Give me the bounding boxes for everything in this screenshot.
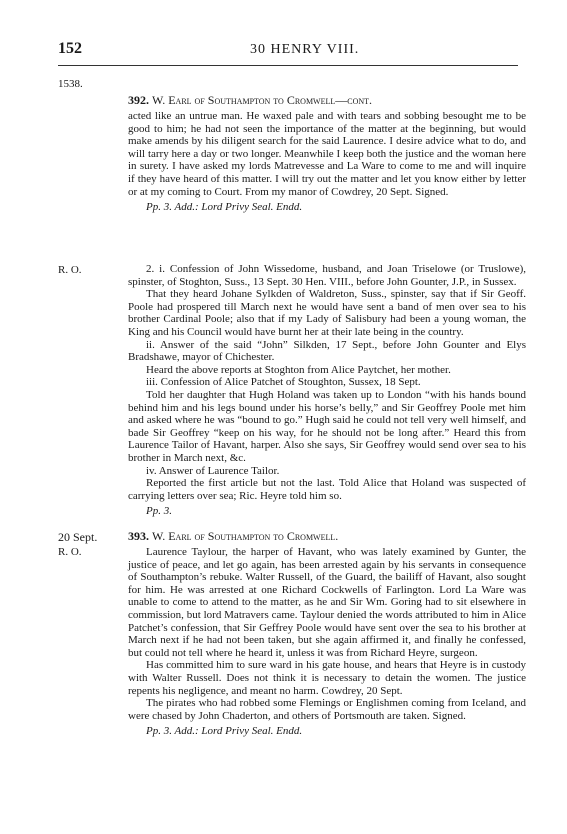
entry-392-para-5: Heard the above reports at Stoghton from Alice Paytchet, her mother. [146, 363, 451, 376]
entry-393-para-2: Has committed him to sure ward in his gate house, and hears that Heyre is in custody with Walter Russell. Does not think it is necessary to detain the women. The justice repents his negligence, and meant no harm. Cowdrey, 20 Sept. [128, 659, 526, 697]
page-header [0, 22, 567, 57]
entry-392-para-2: 2. i. Confession of John Wissedome, husband, and Joan Triselowe (or Truslowe), spinster, of Stoghton, Suss., 13 Sept. 30 Hen. VIII., before John Gounter, J.P., in Sussex. [128, 263, 526, 288]
entry-392-para-4: ii. Answer of the said “John” Silkden, 17 Sept., before John Gounter and Elys Bradshawe, mayor of Chichester. [128, 338, 526, 364]
entry-393-para-3: The pirates who had robbed some Flemings or Englishmen coming from Iceland, and were chased by John Chaderton, and others of Portsmouth are taken. Signed. [128, 697, 526, 722]
margin-ro-2: R. O. [58, 546, 82, 558]
page-number: 152 [58, 40, 82, 57]
entry-392-foot-2: Pp. 3. [146, 505, 172, 518]
entry-392-foot-1: Pp. 3. Add.: Lord Privy Seal. Endd. [146, 201, 303, 214]
entry-392-para-1: acted like an untrue man. He waxed pale and with tears and sobbing besought me to be good to him; he had not seen the importance of the matter at the beginning, but would make amends by his diligent search for the said Laurence. I desire advice what to do, and will tarry here a day or two longer. Meanwhile I keep both the justice and the woman here in surety. I have asked my lords Matrevesse and La Ware to come to me and will inquire if they have heard of this matter. I will try out the matter and let you know either by letter or at my coming to Court. From my manor of Cowdrey, 20 Sept. Signed. [128, 110, 526, 198]
entry-392-para-3: That they heard Johane Sylkden of Waldreton, Suss., spinster, say that if Sir Geoff. Poole had prospered till March next he would have sent a band of men over sea to his brother Cardinal Poole; also that if my Lady of Salisbury had been a young woman, the King and his Council would have burnt her at their late being in the country. [128, 288, 526, 338]
entry-393-heading [128, 528, 526, 544]
entry-392-number: 392. [128, 93, 149, 107]
entry-393 [128, 528, 526, 738]
entry-392-para-7: Told her daughter that Hugh Holand was taken up to London “with his hands bound behind him and his legs bound under his horse’s belly,” and Sir Geoffrey Poole met him and asked where he was “bound to go.” Hugh said he could not tell very well himself, and bade Sir Geoffrey “keep on his way, for he should not be long after.” Heard this from Laurence Tailor of Havant, harper. Also she says, Sir Geoffrey would send over sea to his brother in March next, &c. [128, 388, 526, 464]
header-rule [58, 65, 518, 66]
margin-year: 1538. [58, 78, 83, 90]
entry-392-para-9: Reported the first article but not the last. Told Alice that Holand was suspected of carrying letters over sea; Ric. Heyre told him so. [128, 477, 526, 502]
running-title: 30 HENRY VIII. [250, 42, 360, 57]
entry-393-para-1: Laurence Taylour, the harper of Havant, who was lately examined by Gunter, the justice of peace, and let go again, has been arrested again by his servants in consequence of Southampton’s rebuke. Walter Russell, of the Guard, the bailiff of Havant, also sought for him. He was arrested at one Richard Cockwells of Farlington. Lord La Ware was unable to come to attend to the matter, as he and Sir Wm. Goring had to sit elsewhere in commission, but lord Matravers came. Taylour denied the words attributed to him in Alice Patchet’s confession, that Sir Geffrey Poole would have sent over the sea to his brother at March next if he had not been taken, but she again affirmed it, and finally he confessed, but could not tell where he heard it, unless it was from Richard Heyre, surgeon. [128, 546, 526, 659]
entry-392-title: W. Earl of Southampton to Cromwell—cont. [152, 93, 373, 107]
margin-date: 20 Sept. [58, 530, 98, 544]
entry-393-title: W. Earl of Southampton to Cromwell. [152, 529, 339, 543]
entry-393-foot: Pp. 3. Add.: Lord Privy Seal. Endd. [146, 725, 303, 738]
entry-392-heading [128, 92, 526, 108]
entry-392 [128, 92, 526, 214]
entry-392-part-2 [128, 263, 526, 518]
entry-392-para-6: iii. Confession of Alice Patchet of Stoughton, Sussex, 18 Sept. [146, 376, 421, 389]
entry-393-number: 393. [128, 529, 149, 543]
margin-ro-1: R. O. [58, 264, 82, 276]
entry-392-para-8: iv. Answer of Laurence Tailor. [146, 464, 280, 477]
